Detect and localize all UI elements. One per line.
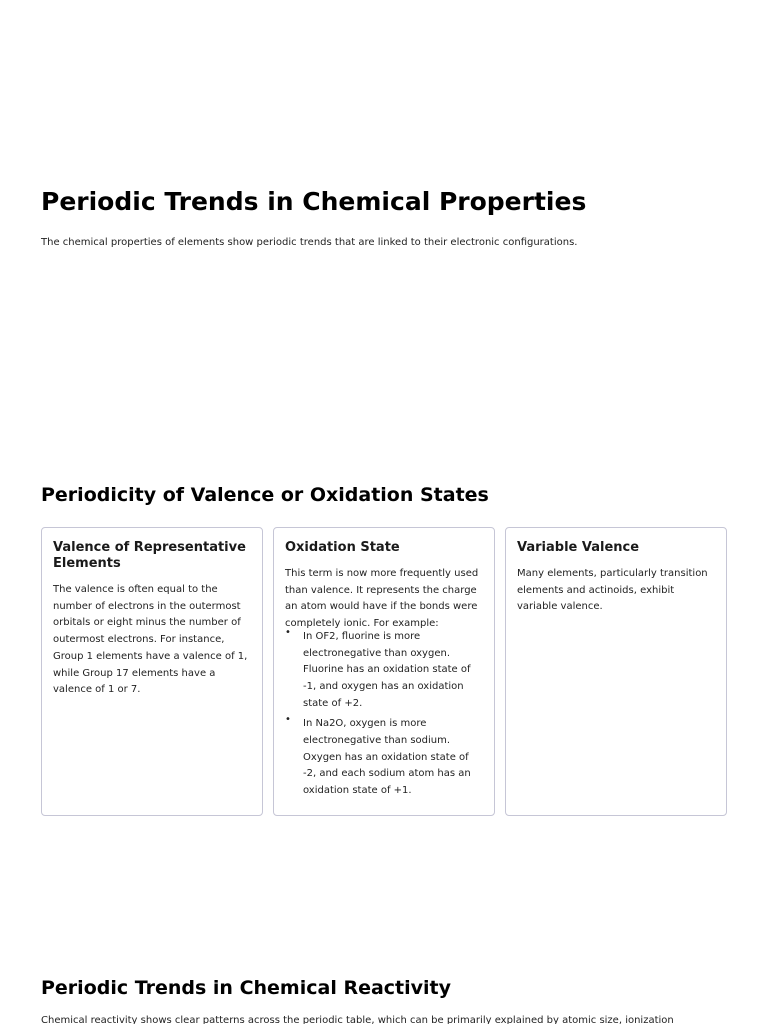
reactivity-section-title: Periodic Trends in Chemical Reactivity (41, 977, 452, 999)
card-title: Variable Valence (517, 540, 640, 555)
list-item (285, 626, 483, 713)
bullet-icon: • (285, 626, 291, 638)
bullet-icon: • (285, 714, 291, 726)
card-text: Many elements, particularly transition elements and actinoids, exhibit variable valence. (517, 568, 708, 613)
card-variable-valence (505, 527, 727, 816)
list-item-text: In OF2, fluorine is more electronegative than oxygen. Fluorine has an oxidation state of -1, and oxygen has an oxidation state of +2. (303, 630, 471, 709)
card-text: This term is now more frequently used than valence. It represents the charge an atom would have if the bonds were completely ionic. For example: (285, 568, 479, 630)
card-text: The valence is often equal to the number of electrons in the outermost orbitals or eight minus the number of outermost electrons. For instance, Group 1 elements have a valence of 1, while Group 17 elements have a valence of 1 or 7. (53, 584, 248, 696)
valence-section-title: Periodicity of Valence or Oxidation States (41, 484, 489, 506)
card-title: Oxidation State (285, 540, 400, 555)
card-valence-representative (41, 527, 263, 816)
card-title: Valence of Representative Elements (53, 540, 246, 571)
reactivity-text: Chemical reactivity shows clear patterns across the periodic table, which can be primarily explained by atomic size, ionization (41, 1015, 674, 1024)
intro-text: The chemical properties of elements show periodic trends that are linked to their electronic configurations. (41, 237, 578, 248)
example-list (285, 626, 483, 800)
list-item-text: In Na2O, oxygen is more electronegative than sodium. Oxygen has an oxidation state of -2, and each sodium atom has an oxidation state of +1. (303, 718, 471, 797)
card-grid (41, 527, 727, 816)
list-item (285, 716, 483, 800)
page-title: Periodic Trends in Chemical Properties (41, 187, 587, 216)
card-oxidation-state (273, 527, 495, 816)
